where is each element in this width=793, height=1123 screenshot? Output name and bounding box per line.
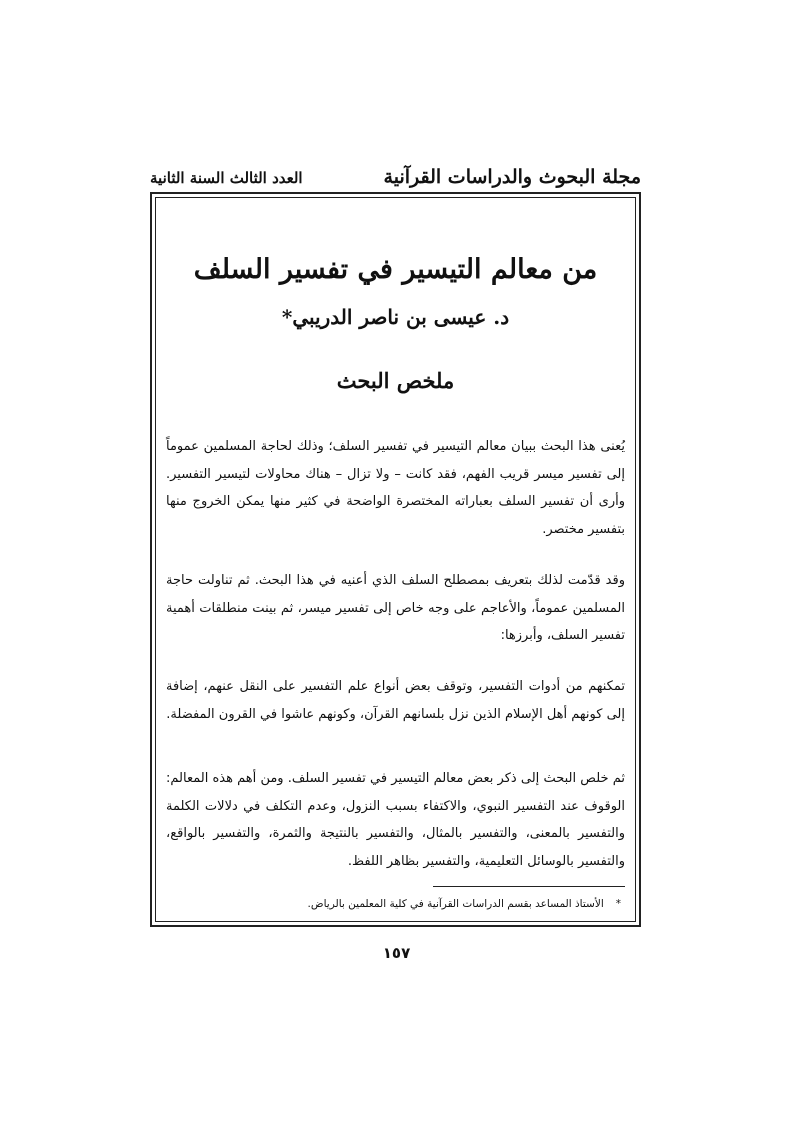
- footnote-mark: *: [615, 898, 621, 910]
- abstract-heading: ملخص البحث: [336, 368, 455, 393]
- abstract-paragraph-3: تمكنهم من أدوات التفسير، وتوقف بعض أنواع علم التفسير على النقل عنهم، إضافة إلى كونهم أهل الإسلام الذين نزل بلسانهم القرآن، وكونهم عاشوا في القرون المفضلة.: [166, 679, 625, 722]
- journal-title: مجلة البحوث والدراسات القرآنية: [383, 166, 641, 188]
- footnote: [308, 896, 621, 912]
- running-header: [150, 165, 641, 191]
- issue-info: العدد الثالث السنة الثانية: [150, 169, 303, 187]
- abstract-paragraph-2: وقد قدّمت لذلك بتعريف بمصطلح السلف الذي أعنيه في هذا البحث. ثم تناولت حاجة المسلمين عموماً، والأعاجم على وجه خاص إلى تفسير ميسر، ثم بينت منطلقات أهمية تفسير السلف، وأبرزها:: [166, 573, 625, 643]
- page-number: ١٥٧: [382, 944, 411, 962]
- author-name: د. عيسى بن ناصر الدريبي*: [281, 305, 510, 329]
- article-title: من معالم التيسير في تفسير السلف: [193, 254, 598, 285]
- abstract-paragraph-1: يُعنى هذا البحث ببيان معالم التيسير في تفسير السلف؛ وذلك لحاجة المسلمين عموماً إلى تفسير ميسر قريب الفهم، فقد كانت – ولا تزال – هناك محاولات لتيسير التفسير. وأرى أن تفسير السلف بعباراته المختصرة الواضحة في كثير منها يمكن الخروج منها بتفسير مختصر.: [166, 439, 625, 537]
- footnote-divider: [433, 886, 625, 887]
- abstract-paragraph-4: ثم خلص البحث إلى ذكر بعض معالم التيسير في تفسير السلف. ومن أهم هذه المعالم: الوقوف عند التفسير النبوي، والاكتفاء بسبب النزول، وعدم التكلف في دلالات الكلمة والتفسير بالمعنى، والتفسير بالمثال، والتفسير بالنتيجة والثمرة، والتفسير بالواقع، والتفسير بالوسائل التعليمية، والتفسير بظاهر اللفظ.: [166, 771, 625, 869]
- footnote-text: الأستاذ المساعد بقسم الدراسات القرآنية في كلية المعلمين بالرياض.: [307, 898, 604, 910]
